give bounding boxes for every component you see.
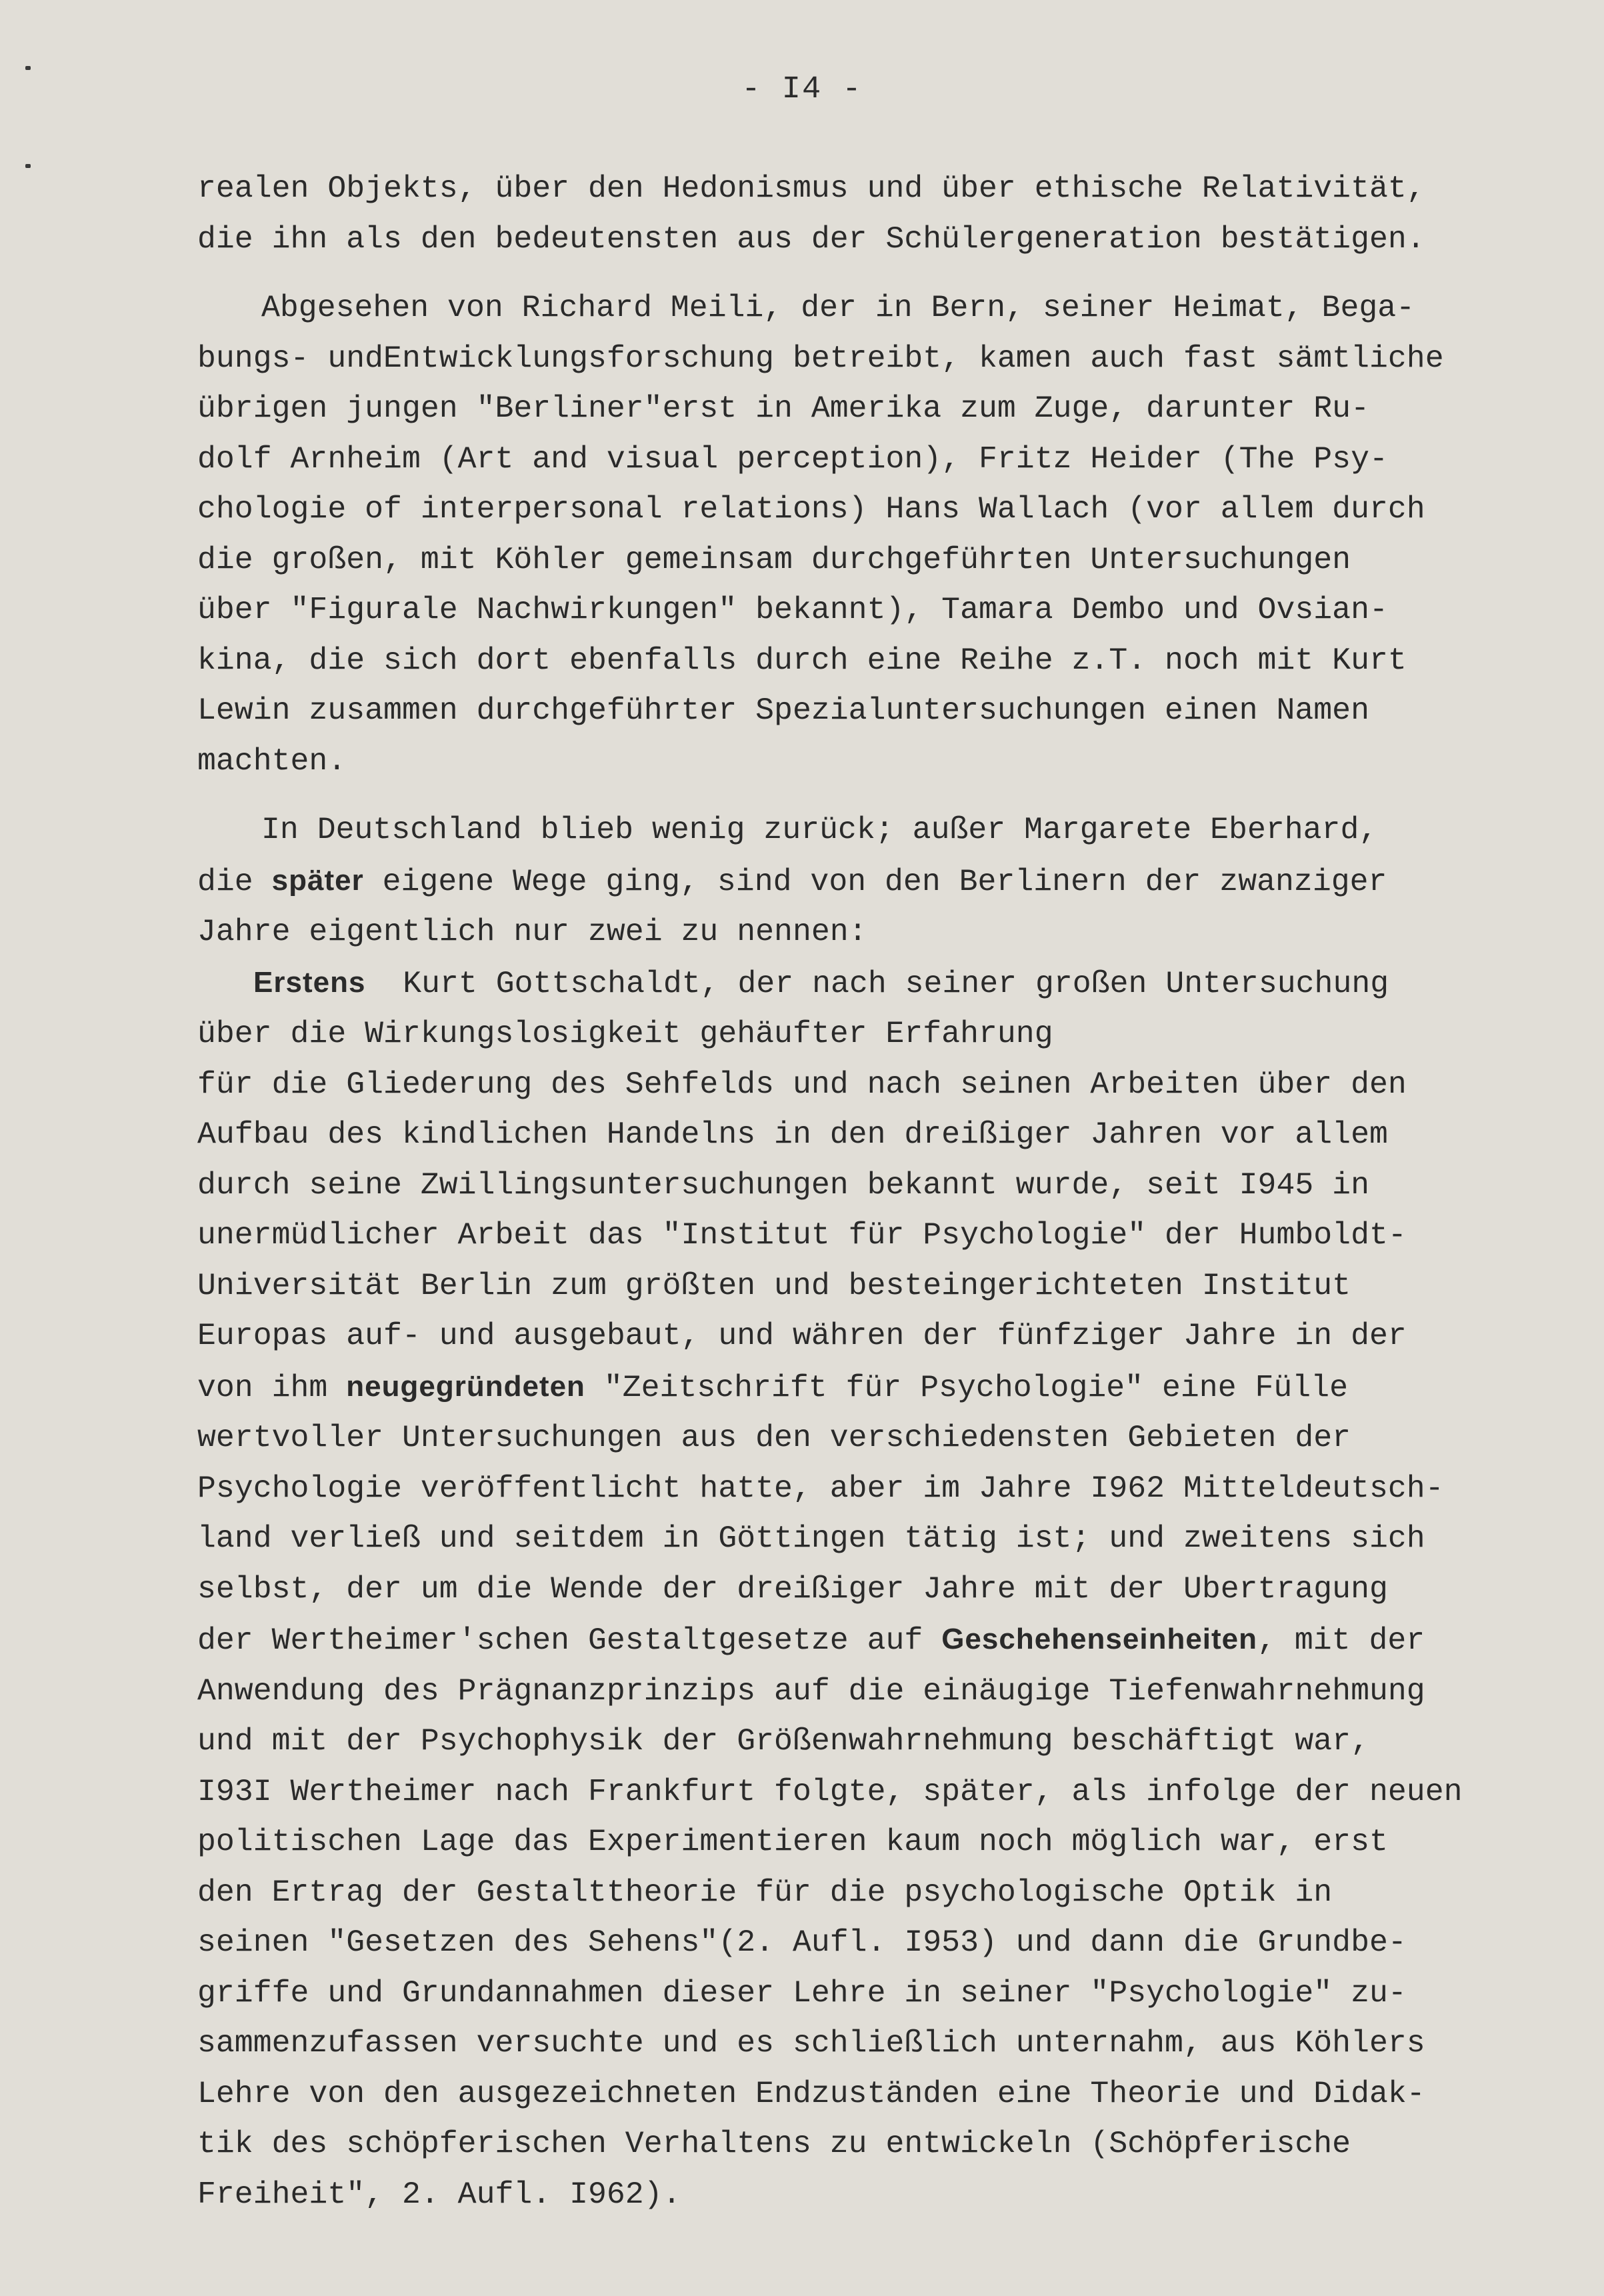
text-line: Universität Berlin zum größten und besteingerichteten Institut: [197, 1267, 1351, 1303]
text-line: über die Wirkungslosigkeit gehäufter Erfahrung: [197, 1016, 1053, 1051]
bold-word: neugegründeten: [346, 1369, 585, 1403]
text-line: [197, 957, 1571, 1009]
text-segment: die: [197, 863, 272, 899]
paragraph-4: [197, 957, 1571, 2220]
text-segment: von ihm: [197, 1369, 347, 1405]
text-line: machten.: [197, 743, 347, 779]
text-segment: eigene Wege ging, sind von den Berlinern der zwanziger: [363, 863, 1387, 899]
text-line: I93I Wertheimer nach Frankfurt folgte, später, als infolge der neuen: [197, 1773, 1463, 1809]
bold-word: Geschehenseinheiten: [941, 1623, 1258, 1655]
text-line: Abgesehen von Richard Meili, der in Bern, seiner Heimat, Bega-: [261, 290, 1415, 325]
text-line: seinen "Gesetzen des Sehens"(2. Aufl. I953) und dann die Grundbe-: [197, 1925, 1407, 1960]
text-line: dolf Arnheim (Art and visual perception), Fritz Heider (The Psy-: [197, 441, 1388, 477]
text-line: Jahre eigentlich nur zwei zu nennen:: [197, 914, 867, 949]
paragraph-3: [197, 805, 1571, 957]
scan-mark-top: [25, 66, 31, 70]
text-segment: Kurt Gottschaldt, der nach seiner großen Untersuchung: [365, 965, 1389, 1001]
text-segment: der Wertheimer'schen Gestaltgesetze auf: [197, 1623, 942, 1658]
text-line: Aufbau des kindlichen Handelns in den dreißiger Jahren vor allem: [197, 1117, 1388, 1152]
text-line: wertvoller Untersuchungen aus den verschiedensten Gebieten der: [197, 1420, 1351, 1455]
text-line: Europas auf- und ausgebaut, und währen der fünfziger Jahre in der: [197, 1318, 1407, 1353]
text-line: die ihn als den bedeutensten aus der Schülergeneration bestätigen.: [197, 221, 1425, 257]
text-line: und mit der Psychophysik der Größenwahrnehmung beschäftigt war,: [197, 1723, 1369, 1759]
text-line: chologie of interpersonal relations) Hans Wallach (vor allem durch: [197, 491, 1425, 527]
text-line: übrigen jungen "Berliner"erst in Amerika zum Zuge, darunter Ru-: [197, 391, 1369, 426]
text-line: kina, die sich dort ebenfalls durch eine Reihe z.T. noch mit Kurt: [197, 642, 1407, 678]
text-line: den Ertrag der Gestalttheorie für die psychologische Optik in: [197, 1874, 1333, 1910]
text-line: tik des schöpferischen Verhaltens zu entwickeln (Schöpferische: [197, 2126, 1351, 2161]
scan-mark-bottom: [25, 164, 31, 168]
text-segment: , mit der: [1257, 1623, 1425, 1658]
bold-word: später: [271, 863, 364, 897]
text-line: Lewin zusammen durchgeführter Spezialuntersuchungen einen Namen: [197, 693, 1369, 728]
text-line: [197, 855, 1571, 907]
text-line: Psychologie veröffentlicht hatte, aber im Jahre I962 Mitteldeutsch-: [197, 1470, 1444, 1506]
text-line: unermüdlicher Arbeit das "Institut für Psychologie" der Humboldt-: [197, 1217, 1407, 1253]
bold-word: Erstens: [253, 965, 366, 999]
text-line: bungs- undEntwicklungsforschung betreibt, kamen auch fast sämtliche: [197, 340, 1444, 376]
text-line: die großen, mit Köhler gemeinsam durchgeführten Untersuchungen: [197, 541, 1351, 577]
text-line: politischen Lage das Experimentieren kaum noch möglich war, erst: [197, 1824, 1388, 1859]
text-line: griffe und Grundannahmen dieser Lehre in seiner "Psychologie" zu-: [197, 1975, 1407, 2011]
text-line: über "Figurale Nachwirkungen" bekannt), Tamara Dembo und Ovsian-: [197, 592, 1388, 627]
body-text: [197, 163, 1571, 2219]
text-line: für die Gliederung des Sehfelds und nach seinen Arbeiten über den: [197, 1066, 1407, 1102]
text-line: land verließ und seitdem in Göttingen tätig ist; und zweitens sich: [197, 1521, 1425, 1556]
text-line: In Deutschland blieb wenig zurück; außer Margarete Eberhard,: [261, 812, 1378, 847]
page-number: - I4 -: [741, 72, 863, 107]
text-line: Lehre von den ausgezeichneten Endzuständen eine Theorie und Didak-: [197, 2075, 1425, 2111]
text-line: selbst, der um die Wende der dreißiger Jahre mit der Ubertragung: [197, 1571, 1388, 1607]
text-line: [197, 1361, 1571, 1413]
text-line: sammenzufassen versuchte und es schließlich unternahm, aus Köhlers: [197, 2025, 1425, 2061]
text-line: Freiheit", 2. Aufl. I962).: [197, 2176, 681, 2212]
text-line: realen Objekts, über den Hedonismus und über ethische Relativität,: [197, 171, 1425, 206]
text-segment: "Zeitschrift für Psychologie" eine Fülle: [585, 1369, 1349, 1405]
text-line: Anwendung des Prägnanzprinzips auf die einäugige Tiefenwahrnehmung: [197, 1673, 1425, 1709]
paragraph-1: [197, 163, 1571, 264]
paragraph-2: [197, 283, 1571, 786]
text-line: durch seine Zwillingsuntersuchungen bekannt wurde, seit I945 in: [197, 1167, 1369, 1203]
text-line: [197, 1614, 1571, 1666]
